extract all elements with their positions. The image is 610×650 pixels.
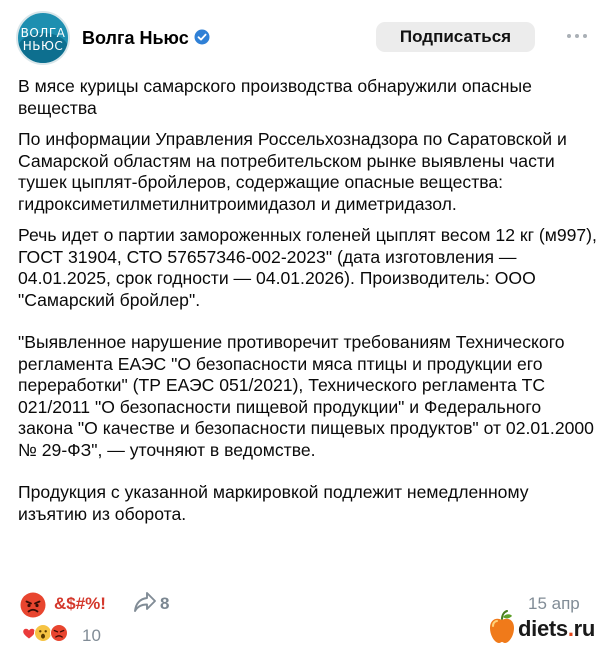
post-header	[0, 0, 610, 76]
subscribe-button[interactable]: Подписаться	[376, 22, 535, 52]
post-date[interactable]: 15 апр	[528, 594, 580, 613]
more-dots-icon[interactable]	[565, 33, 589, 41]
avatar-logo-bottom: НЬЮС	[22, 39, 64, 53]
post-paragraph-1: По информации Управления Россельхознадзора по Саратовской и Самарской областям на потребительском рынке выявлены части тушек цыплят-бройлеров, содержащие опасные вещества: гидроксиметилметилнитроимидазол и диметридазол.	[18, 129, 567, 214]
angry-face-icon	[20, 592, 46, 618]
angry-face-small-icon	[50, 624, 68, 642]
watermark-text	[518, 616, 595, 642]
post-title: В мясе курицы самарского производства обнаружили опасные вещества	[18, 76, 532, 118]
watermark-text-tld: ru	[573, 616, 596, 641]
watermark-text-main: diets	[518, 616, 568, 641]
avatar-logo	[18, 27, 68, 53]
apple-logo-icon	[488, 610, 516, 644]
avatar-logo-top: ВОЛГА	[20, 26, 66, 40]
share-arrow-icon[interactable]	[133, 591, 157, 613]
post-body	[18, 76, 598, 525]
share-count: 8	[160, 594, 170, 613]
verified-check-icon	[194, 29, 210, 45]
post-paragraph-4: Продукция с указанной маркировкой подлежит немедленному изъятию из оборота.	[18, 482, 529, 524]
channel-avatar[interactable]	[16, 11, 70, 65]
post-paragraph-2: Речь идет о партии замороженных голеней цыплят весом 12 кг (м997), ГОСТ 31904, СТО 57657346-002-2023" (дата изготовления — 04.01.2025, срок годности — 04.01.2026). Производитель: ООО "Самарский бройлер".	[18, 225, 597, 310]
watermark-text-dot: .	[567, 616, 574, 641]
post-paragraph-3: "Выявленное нарушение противоречит требованиям Технического регламента ЕАЭС "О безопасности мяса птицы и продукции его переработки" (ТР ЕАЭС 051/2021), Технического регламента ТС 021/2011 "О безопасности пищевой продукции" и Федерального закона "О качестве и безопасности пищевых продуктов" от 02.01.2000 № 29-ФЗ", — уточняют в ведомстве.	[18, 332, 594, 460]
channel-name[interactable]: Волга Ньюс	[82, 28, 189, 48]
reactions-total: 10	[82, 626, 101, 645]
reaction-label: &$#%!	[54, 594, 106, 613]
diets-watermark	[488, 608, 608, 648]
